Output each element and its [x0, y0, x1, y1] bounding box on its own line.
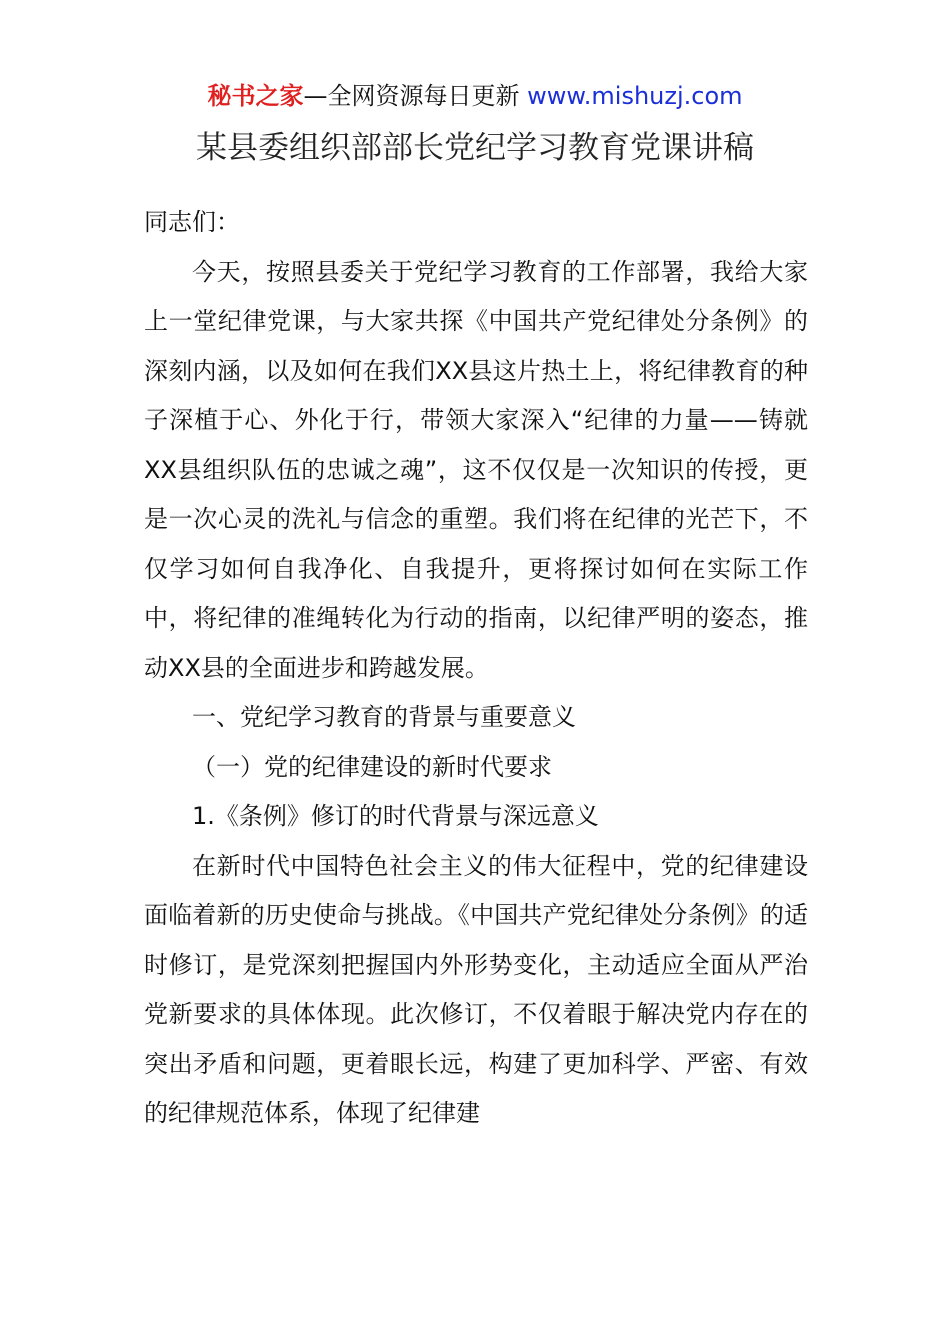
- section-heading-2: （一）党的纪律建设的新时代要求: [192, 752, 552, 781]
- section-heading-3: 1.《条例》修订的时代背景与深远意义: [192, 802, 599, 830]
- brand-name: 秘书之家: [207, 82, 304, 110]
- document-body: [144, 198, 808, 1139]
- site-url-link[interactable]: www.mishuzj.com: [527, 82, 743, 110]
- body-paragraph: 在新时代中国特色社会主义的伟大征程中，党的纪律建设面临着新的历史使命与挑战。《中国共产党纪律处分条例》的适时修订，是党深刻把握国内外形势变化，主动适应全面从严治党新要求的具体体现。此次修订，不仅着眼于解决党内存在的突出矛盾和问题，更着眼长远，构建了更加科学、严密、有效的纪律规范体系，体现了纪律建: [144, 851, 808, 1127]
- section-heading-1: 一、党纪学习教育的背景与重要意义: [192, 703, 576, 731]
- intro-paragraph: 今天，按照县委关于党纪学习教育的工作部署，我给大家上一堂纪律党课，与大家共探《中国共产党纪律处分条例》的深刻内涵，以及如何在我们XX县这片热土上，将纪律教育的种子深植于心、外化于行，带领大家深入“纪律的力量——铸就XX县组织队伍的忠诚之魂”，这不仅仅是一次知识的传授，更是一次心灵的洗礼与信念的重塑。我们将在纪律的光芒下，不仅学习如何自我净化、自我提升，更将探讨如何在实际工作中，将纪律的准绳转化为行动的指南，以纪律严明的姿态，推动XX县的全面进步和跨越发展。: [144, 257, 808, 682]
- site-banner: [0, 80, 950, 112]
- document-title: 某县委组织部部长党纪学习教育党课讲稿: [196, 130, 754, 166]
- banner-slogan: —全网资源每日更新: [303, 82, 528, 110]
- salutation: 同志们：: [144, 208, 240, 236]
